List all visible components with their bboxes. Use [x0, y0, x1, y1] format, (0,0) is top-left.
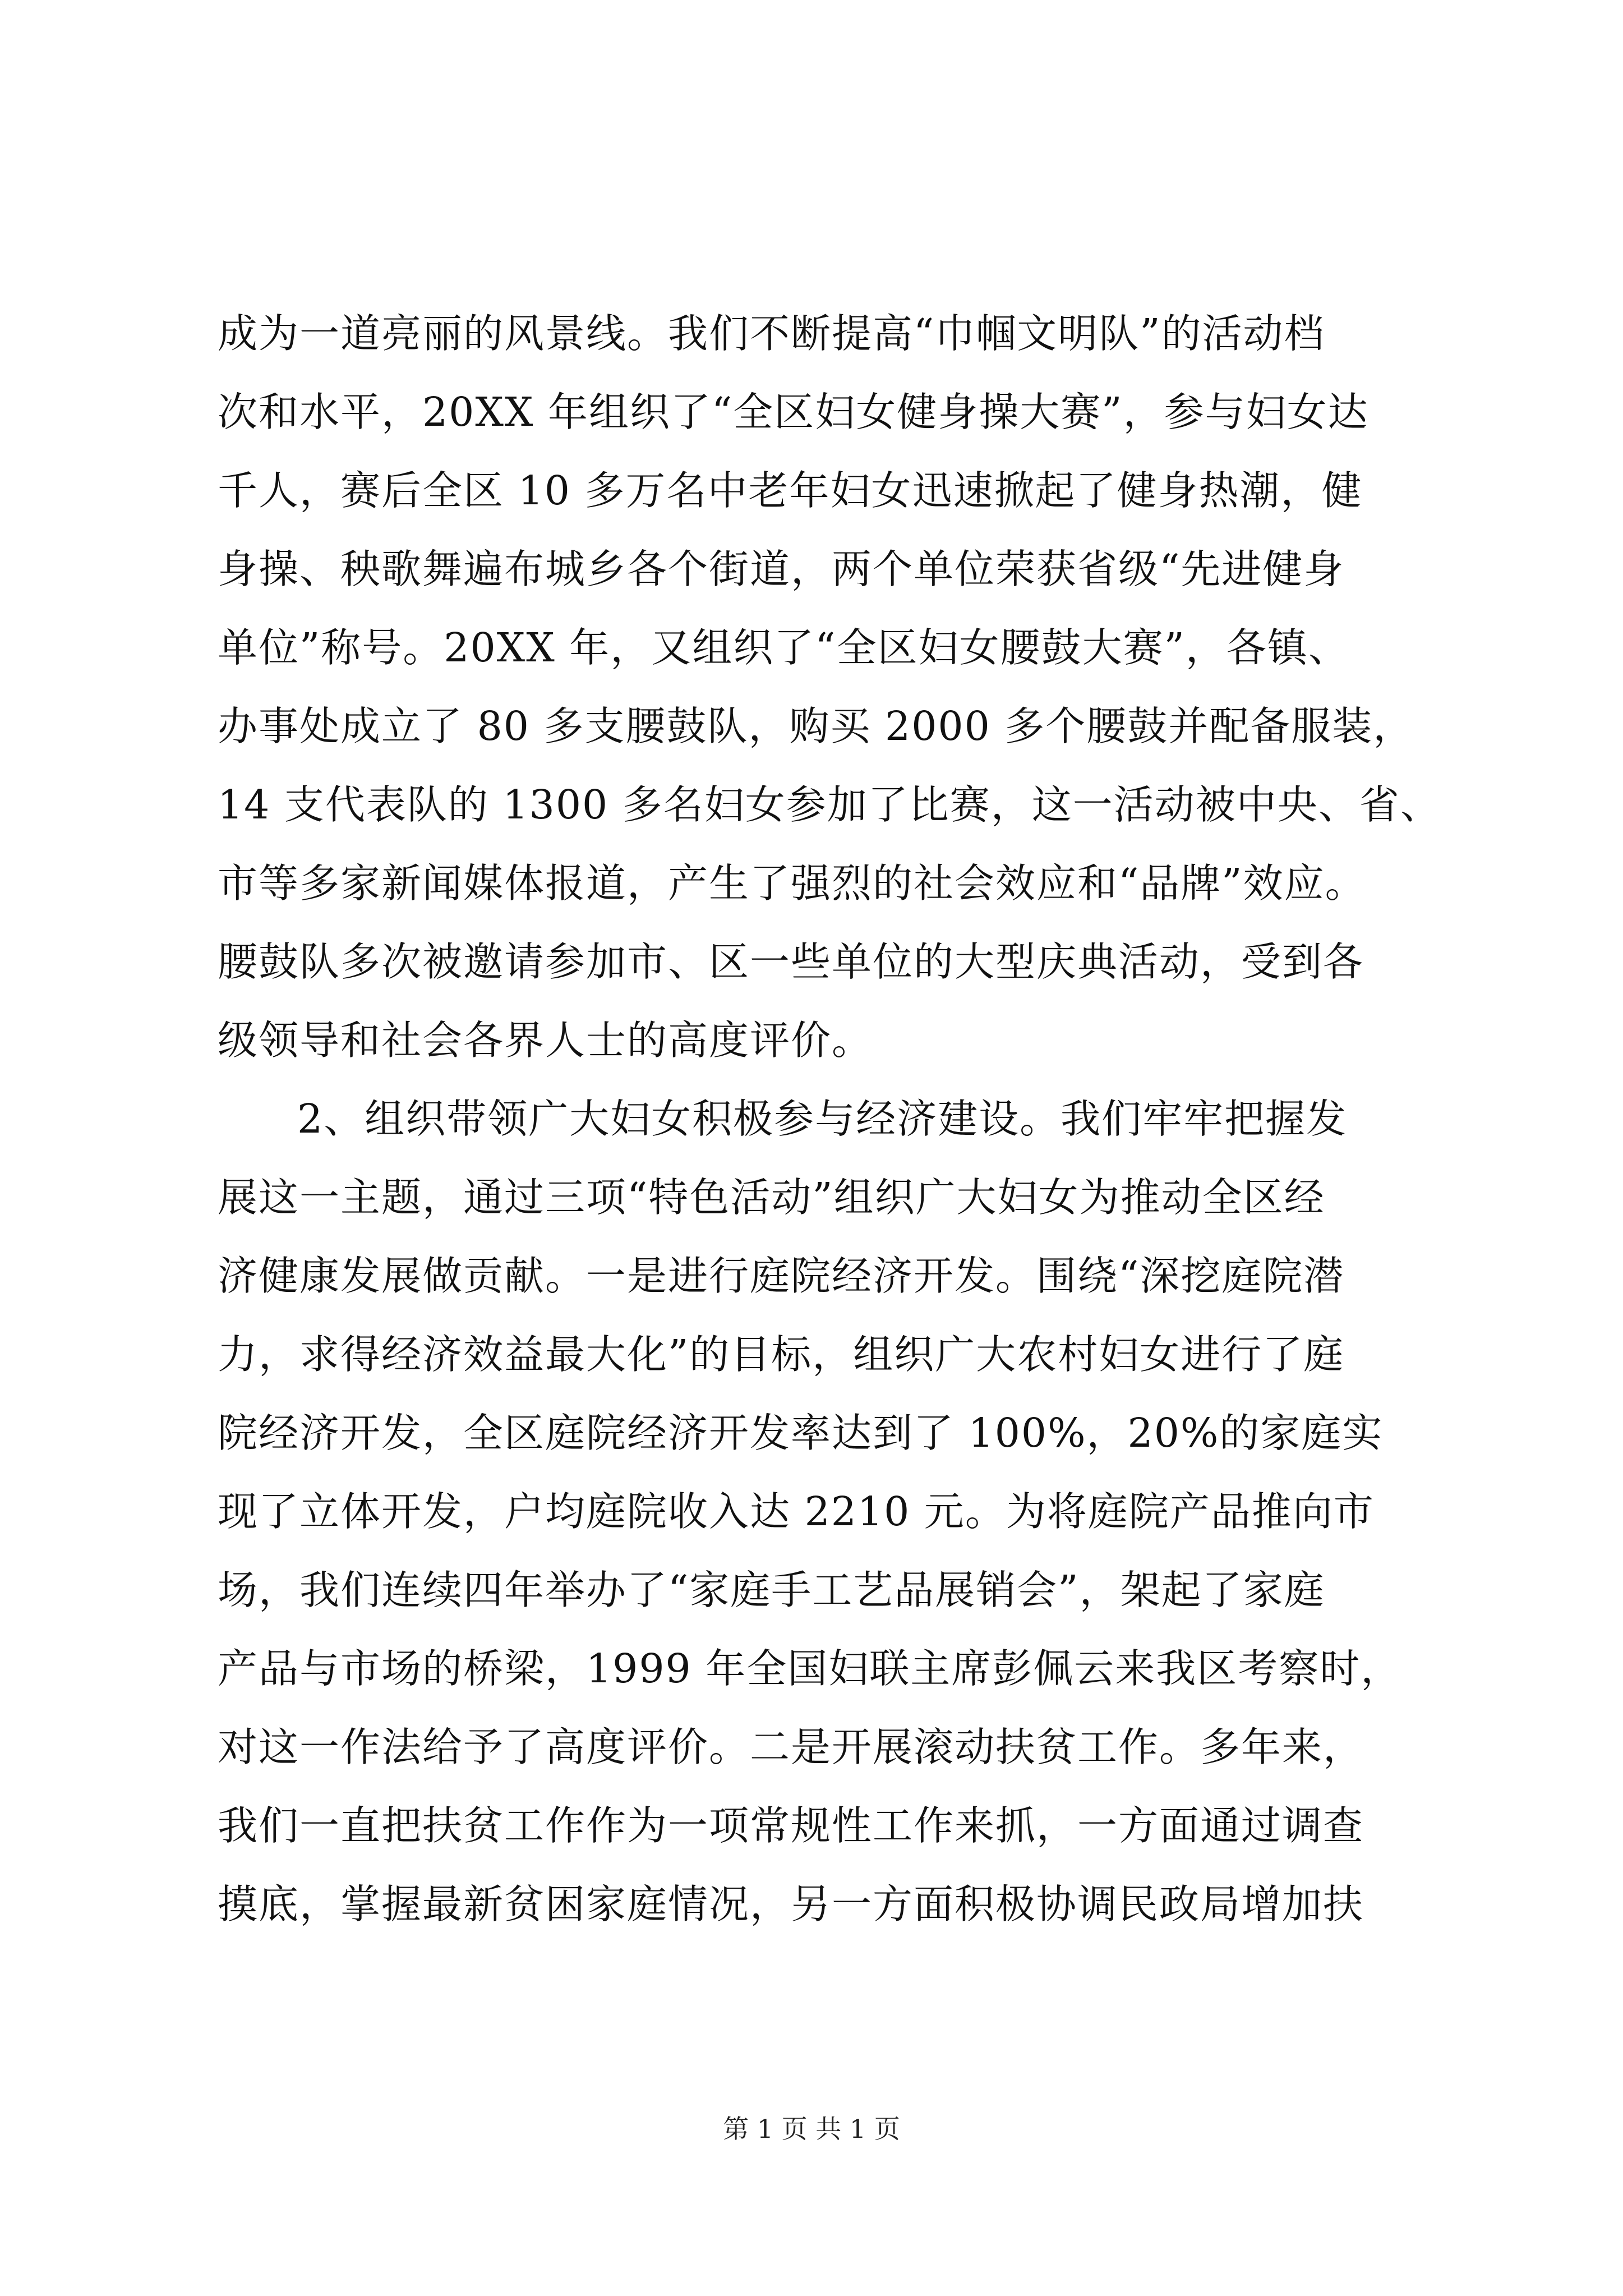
text-line: 力，求得经济效益最大化”的目标，组织广大农村妇女进行了庭 [218, 1331, 1345, 1378]
text-line: 办事处成立了 80 多支腰鼓队，购买 2000 多个腰鼓并配备服装， [218, 703, 1414, 749]
text-line: 展这一主题，通过三项“特色活动”组织广大妇女为推动全区经 [218, 1174, 1325, 1221]
text-line: 摸底，掌握最新贫困家庭情况，另一方面积极协调民政局增加扶 [218, 1881, 1364, 1927]
text-line: 次和水平，20XX 年组织了“全区妇女健身操大赛”，参与妇女达 [218, 389, 1369, 435]
text-line: 对这一作法给予了高度评价。二是开展滚动扶贫工作。多年来， [218, 1724, 1364, 1770]
page-number-footer: 第 1 页 共 1 页 [723, 2114, 900, 2144]
text-line: 成为一道亮丽的风景线。我们不断提高“巾帼文明队”的活动档 [218, 310, 1325, 357]
text-line: 市等多家新闻媒体报道，产生了强烈的社会效应和“品牌”效应。 [218, 860, 1366, 907]
text-line: 身操、秧歌舞遍布城乡各个街道，两个单位荣获省级“先进健身 [218, 546, 1345, 592]
text-line: 产品与市场的桥梁，1999 年全国妇联主席彭佩云来我区考察时， [218, 1645, 1402, 1692]
text-line: 级领导和社会各界人士的高度评价。 [218, 1017, 873, 1064]
text-line: 济健康发展做贡献。一是进行庭院经济开发。围绕“深挖庭院潜 [218, 1253, 1345, 1299]
text-line: 现了立体开发，户均庭院收入达 2210 元。为将庭院产品推向市 [218, 1488, 1375, 1535]
text-line: 单位”称号。20XX 年，又组织了“全区妇女腰鼓大赛”，各镇、 [218, 624, 1349, 671]
text-line: 场，我们连续四年举办了“家庭手工艺品展销会”，架起了家庭 [218, 1567, 1325, 1613]
paragraph-first-line: 2、组织带领广大妇女积极参与经济建设。我们牢牢把握发 [297, 1096, 1348, 1142]
text-line: 千人，赛后全区 10 多万名中老年妇女迅速掀起了健身热潮，健 [218, 467, 1363, 514]
text-line: 我们一直把扶贫工作作为一项常规性工作来抓，一方面通过调查 [218, 1802, 1364, 1849]
text-line: 院经济开发，全区庭院经济开发率达到了 100%，20%的家庭实 [218, 1410, 1384, 1456]
text-line: 14 支代表队的 1300 多名妇女参加了比赛，这一活动被中央、省、 [218, 781, 1441, 828]
text-line: 腰鼓队多次被邀请参加市、区一些单位的大型庆典活动，受到各 [218, 938, 1364, 985]
